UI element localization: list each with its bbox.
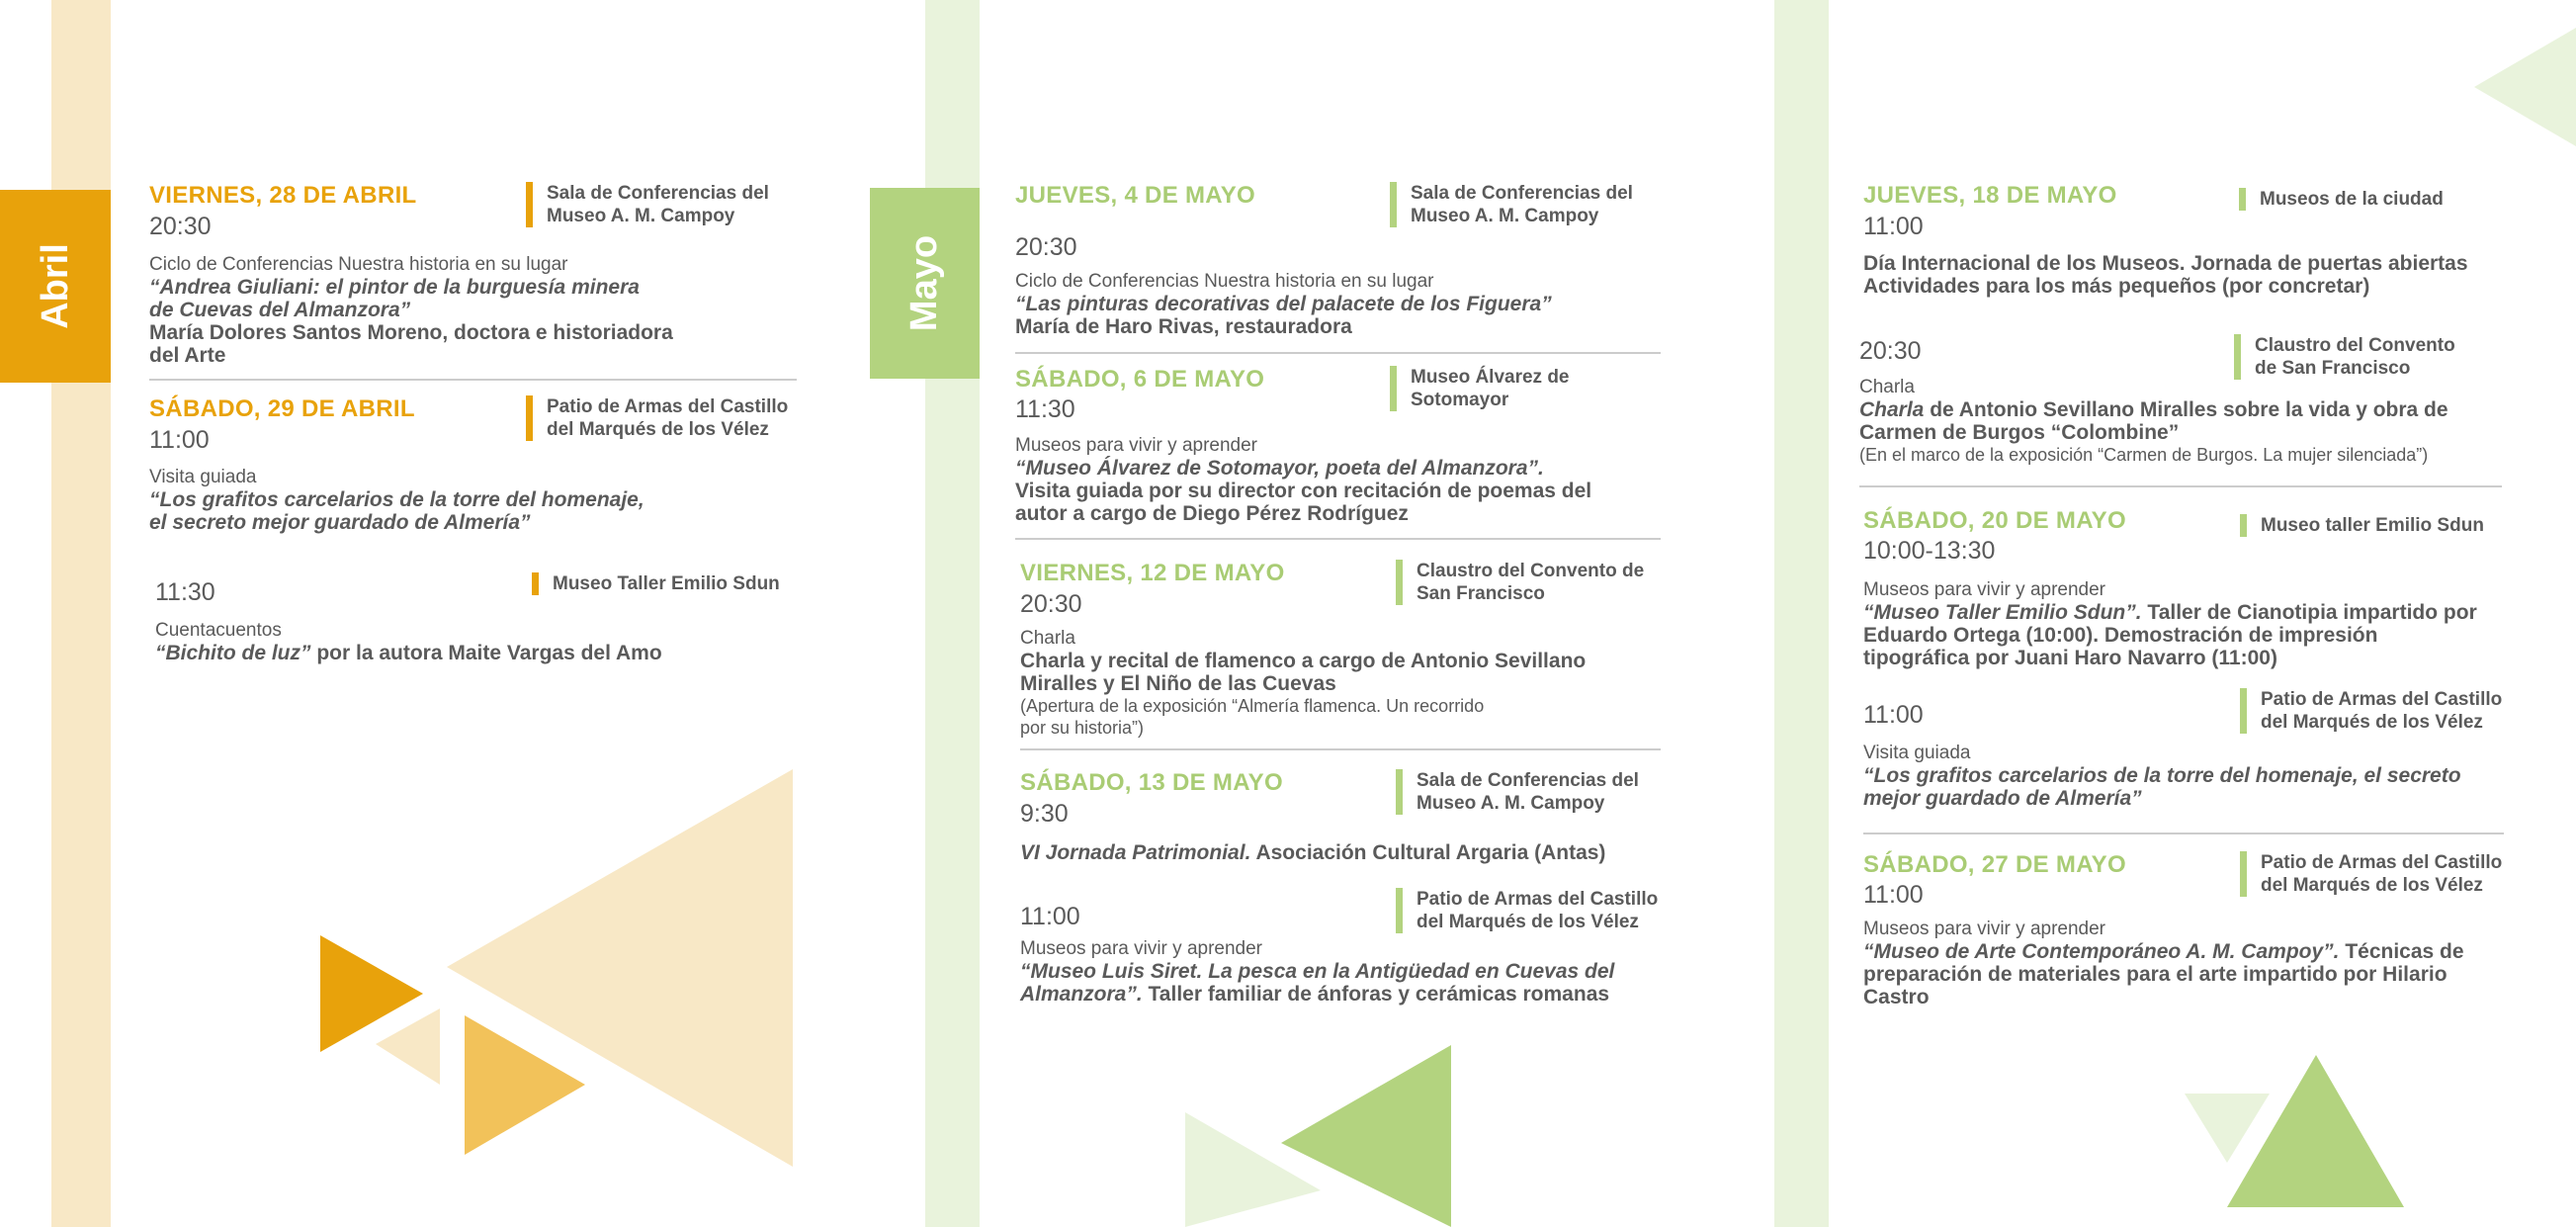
event-description: Día Internacional de los Museos. Jornada de puertas abiertas xyxy=(1863,252,2468,275)
event-9-time: 11:00 xyxy=(1863,213,1924,240)
abril-tab-label: Abril xyxy=(34,243,76,329)
event-1-time: 20:30 xyxy=(149,213,212,240)
venue-line: Museo A. M. Campoy xyxy=(1411,206,1599,226)
event-8-venue xyxy=(1396,888,1658,933)
triangle-green-up xyxy=(2227,1055,2404,1207)
venue-line: Museo Álvarez de xyxy=(1411,367,1570,388)
triangle-pale-green-down xyxy=(2185,1094,2270,1163)
event-5-body xyxy=(1015,434,1591,525)
event-12-body xyxy=(1863,742,2461,810)
event-description: Técnicas de xyxy=(2339,940,2464,963)
event-speaker: María Dolores Santos Moreno, doctora e historiadora xyxy=(149,321,673,344)
triangle-orange xyxy=(320,935,423,1052)
venue-line: Claustro del Convento xyxy=(2255,335,2455,356)
event-4-time: 20:30 xyxy=(1015,233,1077,261)
triangle-small-cream xyxy=(376,1008,440,1085)
event-description: de Antonio Sevillano Miralles sobre la vida y obra de xyxy=(1924,398,2448,421)
event-4-date: JUEVES, 4 DE MAYO xyxy=(1015,182,1255,209)
event-description: autor a cargo de Diego Pérez Rodríguez xyxy=(1015,502,1409,525)
event-title: el secreto mejor guardado de Almería” xyxy=(149,511,531,534)
mayo-tab-label: Mayo xyxy=(902,234,945,332)
event-9-body xyxy=(1863,252,2468,298)
venue-line: Patio de Armas del Castillo xyxy=(2261,689,2503,710)
divider xyxy=(1015,538,1661,540)
triangle-green xyxy=(1281,1045,1451,1227)
venue-line: de San Francisco xyxy=(2255,358,2411,379)
venue-line: Museo taller Emilio Sdun xyxy=(2261,515,2484,536)
event-category: Museos para vivir y aprender xyxy=(1863,919,2105,939)
event-5-time: 11:30 xyxy=(1015,395,1075,423)
event-1-date: VIERNES, 28 DE ABRIL xyxy=(149,182,417,209)
venue-line: Sala de Conferencias del xyxy=(1417,770,1639,791)
venue-line: Sotomayor xyxy=(1411,390,1509,410)
event-title: “Las pinturas decorativas del palacete de los Figuera” xyxy=(1015,293,1552,315)
event-title: “Museo de Arte Contemporáneo A. M. Campoy”. xyxy=(1863,940,2340,963)
event-13-body xyxy=(1863,918,2464,1008)
event-description: Actividades para los más pequeños (por concretar) xyxy=(1863,275,2370,298)
venue-line: Patio de Armas del Castillo xyxy=(1417,889,1659,910)
event-title: “Andrea Giuliani: el pintor de la burguesía minera xyxy=(149,276,640,299)
event-7-time: 9:30 xyxy=(1020,800,1069,828)
event-description: Taller de Cianotipia impartido por xyxy=(2141,601,2477,624)
event-4-body xyxy=(1015,270,1552,338)
event-3-time: 11:30 xyxy=(155,578,215,606)
event-2-time: 11:00 xyxy=(149,426,210,454)
venue-line: del Marqués de los Vélez xyxy=(2261,712,2483,733)
mayo-tab xyxy=(870,188,980,379)
event-category: Cuentacuentos xyxy=(155,620,282,641)
event-speaker: del Arte xyxy=(149,344,226,367)
event-13-time: 11:00 xyxy=(1863,881,1924,909)
event-13-date: SÁBADO, 27 DE MAYO xyxy=(1863,851,2126,878)
event-title: de Cuevas del Almanzora” xyxy=(149,299,411,321)
event-2-body xyxy=(149,466,644,534)
event-title: “Museo Álvarez de Sotomayor, poeta del Almanzora”. xyxy=(1015,457,1544,480)
event-note: (Apertura de la exposición “Almería flamenca. Un recorrido xyxy=(1020,696,1485,716)
triangle-pale-green xyxy=(1185,1112,1321,1227)
event-description: Taller familiar de ánforas y cerámicas romanas xyxy=(1142,983,1610,1006)
event-6-venue xyxy=(1396,560,1644,605)
mayo-stripe xyxy=(925,0,980,1227)
event-7-venue xyxy=(1396,769,1639,815)
event-title: VI Jornada Patrimonial. xyxy=(1020,841,1251,864)
event-title: “Bichito de luz” xyxy=(155,642,311,664)
event-9-venue xyxy=(2239,188,2444,211)
event-title: Almanzora”. xyxy=(1020,983,1143,1006)
event-note: por su historia”) xyxy=(1020,718,1145,738)
venue-line: Claustro del Convento de xyxy=(1417,561,1645,581)
event-7-body xyxy=(1020,841,1605,864)
event-11-time: 10:00-13:30 xyxy=(1863,537,1996,565)
event-description: Carmen de Burgos “Colombine” xyxy=(1859,421,2180,444)
event-organizer: Asociación Cultural Argaria (Antas) xyxy=(1250,841,1606,864)
event-10-time: 20:30 xyxy=(1859,337,1922,365)
event-speaker: por la autora Maite Vargas del Amo xyxy=(310,642,662,664)
event-title: “Museo Luis Siret. La pesca en la Antigüedad en Cuevas del xyxy=(1020,960,1615,983)
venue-line: San Francisco xyxy=(1417,583,1545,604)
event-9-date: JUEVES, 18 DE MAYO xyxy=(1863,182,2117,209)
divider xyxy=(1863,833,2504,834)
event-12-time: 11:00 xyxy=(1863,701,1924,729)
event-6-body xyxy=(1020,627,1586,739)
event-2-venue xyxy=(526,395,788,441)
event-description: preparación de materiales para el arte impartido por Hilario xyxy=(1863,963,2447,986)
event-13-venue xyxy=(2240,851,2502,897)
venue-line: del Marqués de los Vélez xyxy=(1417,912,1639,932)
venue-line: Patio de Armas del Castillo xyxy=(2261,852,2503,873)
venue-line: Museo A. M. Campoy xyxy=(1417,793,1605,814)
event-title: “Los grafitos carcelarios de la torre del homenaje, xyxy=(149,488,644,511)
triangle-pale-green-top xyxy=(2474,28,2576,146)
event-category: Visita guiada xyxy=(149,467,257,487)
abril-stripe xyxy=(51,0,111,1227)
event-category: Museos para vivir y aprender xyxy=(1863,579,2105,600)
event-11-body xyxy=(1863,578,2477,669)
event-10-body xyxy=(1859,376,2448,466)
event-title: “Museo Taller Emilio Sdun”. xyxy=(1863,601,2142,624)
event-description: Castro xyxy=(1863,986,1930,1008)
venue-line: Sala de Conferencias del xyxy=(1411,183,1633,204)
mayo-stripe-right xyxy=(1774,0,1829,1227)
venue-line: Sala de Conferencias del xyxy=(547,183,769,204)
event-category: Charla xyxy=(1859,377,1915,397)
event-7-date: SÁBADO, 13 DE MAYO xyxy=(1020,769,1283,796)
event-description: tipográfica por Juani Haro Navarro (11:00) xyxy=(1863,647,2277,669)
event-3-body xyxy=(155,619,662,664)
divider xyxy=(149,379,797,381)
event-category: Charla xyxy=(1020,628,1075,649)
event-category: Ciclo de Conferencias Nuestra historia en su lugar xyxy=(149,254,568,275)
triangle-mid-orange xyxy=(465,1015,585,1155)
venue-line: Museo Taller Emilio Sdun xyxy=(553,573,780,594)
event-5-venue xyxy=(1390,366,1570,411)
event-3-venue xyxy=(532,572,780,595)
event-title: “Los grafitos carcelarios de la torre del homenaje, el secreto xyxy=(1863,764,2461,787)
divider xyxy=(1015,352,1661,354)
event-category: Visita guiada xyxy=(1863,743,1971,763)
event-description: Charla y recital de flamenco a cargo de Antonio Sevillano xyxy=(1020,650,1587,672)
event-12-venue xyxy=(2240,688,2502,734)
event-category: Museos para vivir y aprender xyxy=(1020,938,1262,959)
venue-line: Museo A. M. Campoy xyxy=(547,206,735,226)
divider xyxy=(1020,748,1661,750)
event-1-venue xyxy=(526,182,769,227)
event-note: (En el marco de la exposición “Carmen de Burgos. La mujer silenciada”) xyxy=(1859,445,2429,465)
event-11-venue xyxy=(2240,514,2484,537)
event-category: Museos para vivir y aprender xyxy=(1015,435,1257,456)
venue-line: del Marqués de los Vélez xyxy=(2261,875,2483,896)
event-10-venue xyxy=(2234,334,2455,380)
triangle-large-cream xyxy=(447,769,793,1167)
event-1-body xyxy=(149,253,673,367)
venue-line: Patio de Armas del Castillo xyxy=(547,396,789,417)
event-speaker: María de Haro Rivas, restauradora xyxy=(1015,315,1352,338)
event-4-venue xyxy=(1390,182,1633,227)
event-title: mejor guardado de Almería” xyxy=(1863,787,2142,810)
event-category: Ciclo de Conferencias Nuestra historia en su lugar xyxy=(1015,271,1434,292)
event-6-date: VIERNES, 12 DE MAYO xyxy=(1020,560,1285,586)
event-11-date: SÁBADO, 20 DE MAYO xyxy=(1863,507,2126,534)
event-8-time: 11:00 xyxy=(1020,903,1080,930)
event-5-date: SÁBADO, 6 DE MAYO xyxy=(1015,366,1265,393)
event-description: Miralles y El Niño de las Cuevas xyxy=(1020,672,1336,695)
venue-line: del Marqués de los Vélez xyxy=(547,419,769,440)
event-2-date: SÁBADO, 29 DE ABRIL xyxy=(149,395,415,422)
event-8-body xyxy=(1020,937,1614,1006)
event-description: Eduardo Ortega (10:00). Demostración de impresión xyxy=(1863,624,2378,647)
event-description: Visita guiada por su director con recitación de poemas del xyxy=(1015,480,1592,502)
event-title: Charla xyxy=(1859,398,1925,421)
divider xyxy=(1859,485,2502,487)
venue-line: Museos de la ciudad xyxy=(2260,189,2444,210)
abril-tab xyxy=(0,190,111,383)
event-6-time: 20:30 xyxy=(1020,590,1082,618)
